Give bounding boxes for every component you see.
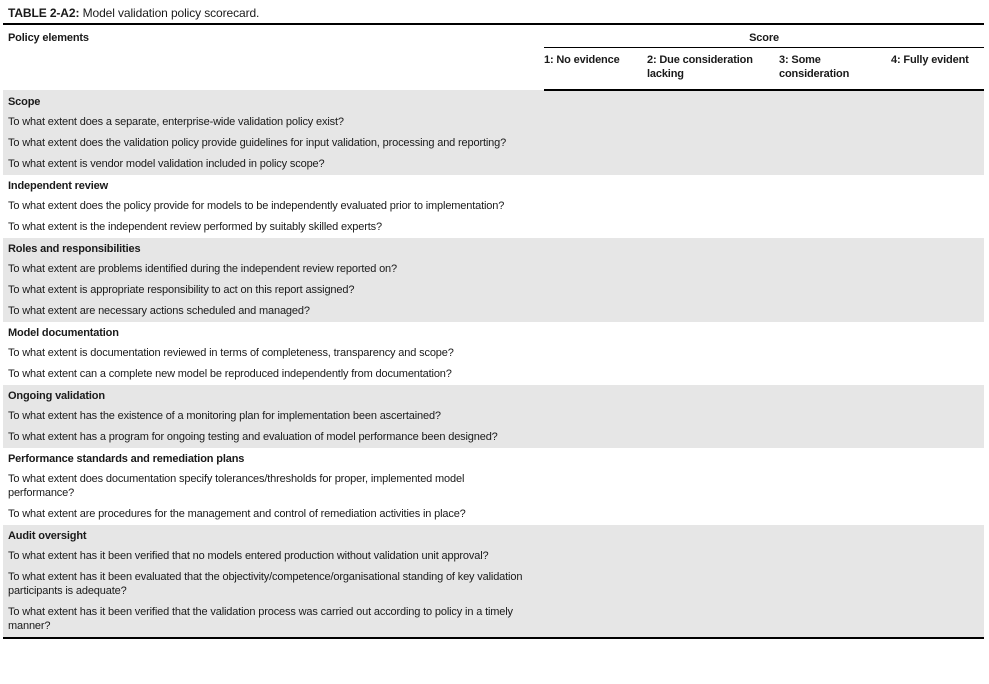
score-cell-empty [891,280,984,301]
scorecard-body [3,90,984,638]
section-header-row [3,525,984,546]
score-cell-empty [544,301,647,322]
question-row [3,280,984,301]
section-title: Roles and responsibilities [3,238,984,259]
score-cell-empty [647,259,779,280]
score-cell-empty [647,469,779,504]
score-cell-empty [544,280,647,301]
question-text: To what extent has the existence of a monitoring plan for implementation been ascertained? [3,406,544,427]
score-cell-empty [647,406,779,427]
score-col-header-2: 2: Due consideration lacking [647,48,779,91]
score-col-header-1: 1: No evidence [544,48,647,91]
score-cell-empty [891,469,984,504]
score-cell-empty [779,546,891,567]
section-title: Independent review [8,180,108,192]
question-row [3,406,984,427]
question-row [3,154,984,175]
score-cell-empty [647,301,779,322]
score-col-header-3: 3: Some consideration [779,48,891,91]
score-cell-empty [544,343,647,364]
score-cell-empty [779,406,891,427]
question-text: To what extent is documentation reviewed in terms of completeness, transparency and scope? [8,347,454,359]
score-cell-empty [544,154,647,175]
score-group-header: Score [544,24,984,48]
score-cell-empty [544,406,647,427]
question-row [3,364,984,385]
score-cell-empty [544,427,647,448]
table-caption-label: TABLE 2-A2: [8,6,80,20]
question-row [3,427,984,448]
header-group-row [3,24,984,48]
score-cell-empty [779,259,891,280]
score-cell-empty [891,546,984,567]
question-text: To what extent does the policy provide for models to be independently evaluated prior to implementation? [8,200,505,212]
question-text: To what extent is appropriate responsibility to act on this report assigned? [3,280,544,301]
question-text: To what extent is the independent review performed by suitably skilled experts? [8,221,382,233]
score-cell-empty [779,364,891,385]
section-header-row [3,322,984,343]
score-cell-empty [544,469,647,504]
score-cell-empty [647,546,779,567]
score-cell-empty [779,567,891,602]
question-row [3,301,984,322]
question-row [3,112,984,133]
question-text: To what extent has it been evaluated that the objectivity/competence/organisational standing of key validation participants is adequate? [3,567,544,602]
question-text: To what extent does documentation specify tolerances/thresholds for proper, implemented model performance? [8,473,465,499]
policy-elements-header: Policy elements [8,32,89,44]
score-cell-empty [647,217,779,238]
question-text: To what extent are procedures for the management and control of remediation activities in place? [8,508,466,520]
score-cell-empty [891,602,984,638]
question-row [3,567,984,602]
score-cell-empty [544,546,647,567]
section-header-row [3,238,984,259]
score-cell-empty [891,133,984,154]
question-row [3,133,984,154]
question-text: To what extent can a complete new model be reproduced independently from documentation? [8,368,452,380]
score-cell-empty [779,427,891,448]
score-cell-empty [647,602,779,638]
table-caption-text: Model validation policy scorecard. [79,6,260,20]
section-title: Model documentation [8,327,119,339]
score-cell-empty [544,567,647,602]
score-cell-empty [647,133,779,154]
score-cell-empty [647,280,779,301]
score-cell-empty [647,364,779,385]
score-cell-empty [779,280,891,301]
score-cell-empty [647,196,779,217]
question-text: To what extent has a program for ongoing testing and evaluation of model performance been designed? [3,427,544,448]
score-cell-empty [891,154,984,175]
question-text: To what extent is vendor model validation included in policy scope? [3,154,544,175]
score-cell-empty [779,217,891,238]
score-cell-empty [779,504,891,525]
question-text: To what extent does the validation policy provide guidelines for input validation, processing and reporting? [3,133,544,154]
score-cell-empty [891,343,984,364]
scorecard-header [3,24,984,90]
table-caption [3,6,985,23]
score-cell-empty [544,112,647,133]
score-cell-empty [647,343,779,364]
score-cell-empty [544,133,647,154]
question-text: To what extent does a separate, enterprise-wide validation policy exist? [3,112,544,133]
section-header-row [3,175,984,196]
score-cell-empty [891,301,984,322]
score-cell-empty [891,567,984,602]
score-cell-empty [891,259,984,280]
scorecard-table [3,23,984,639]
section-title: Ongoing validation [3,385,984,406]
question-text: To what extent has it been verified that the validation process was carried out according to policy in a timely manner? [3,602,544,638]
score-cell-empty [544,217,647,238]
score-cell-empty [647,427,779,448]
score-cell-empty [544,364,647,385]
score-cell-empty [779,196,891,217]
score-cell-empty [779,301,891,322]
question-text: To what extent has it been verified that no models entered production without validation unit approval? [3,546,544,567]
question-text: To what extent are problems identified during the independent review reported on? [3,259,544,280]
score-cell-empty [779,343,891,364]
score-cell-empty [779,112,891,133]
question-row [3,343,984,364]
score-cell-empty [779,133,891,154]
score-cell-empty [544,504,647,525]
score-col-header-4: 4: Fully evident [891,48,984,91]
score-cell-empty [891,406,984,427]
score-cell-empty [891,427,984,448]
score-cell-empty [544,259,647,280]
section-header-row [3,448,984,469]
section-title: Scope [3,90,984,112]
section-header-row [3,90,984,112]
score-cell-empty [779,469,891,504]
score-cell-empty [544,602,647,638]
score-cell-empty [779,602,891,638]
section-title: Performance standards and remediation plans [8,453,245,465]
section-header-row [3,385,984,406]
question-row [3,504,984,525]
score-cell-empty [647,504,779,525]
question-row [3,469,984,504]
score-cell-empty [779,154,891,175]
question-row [3,602,984,638]
section-title: Audit oversight [3,525,984,546]
score-cell-empty [891,504,984,525]
score-cell-empty [891,196,984,217]
question-text: To what extent are necessary actions scheduled and managed? [3,301,544,322]
score-cell-empty [891,112,984,133]
question-row [3,196,984,217]
score-cell-empty [647,567,779,602]
question-row [3,217,984,238]
score-cell-empty [891,364,984,385]
score-cell-empty [544,196,647,217]
question-row [3,259,984,280]
question-row [3,546,984,567]
score-cell-empty [647,112,779,133]
score-cell-empty [891,217,984,238]
score-cell-empty [647,154,779,175]
